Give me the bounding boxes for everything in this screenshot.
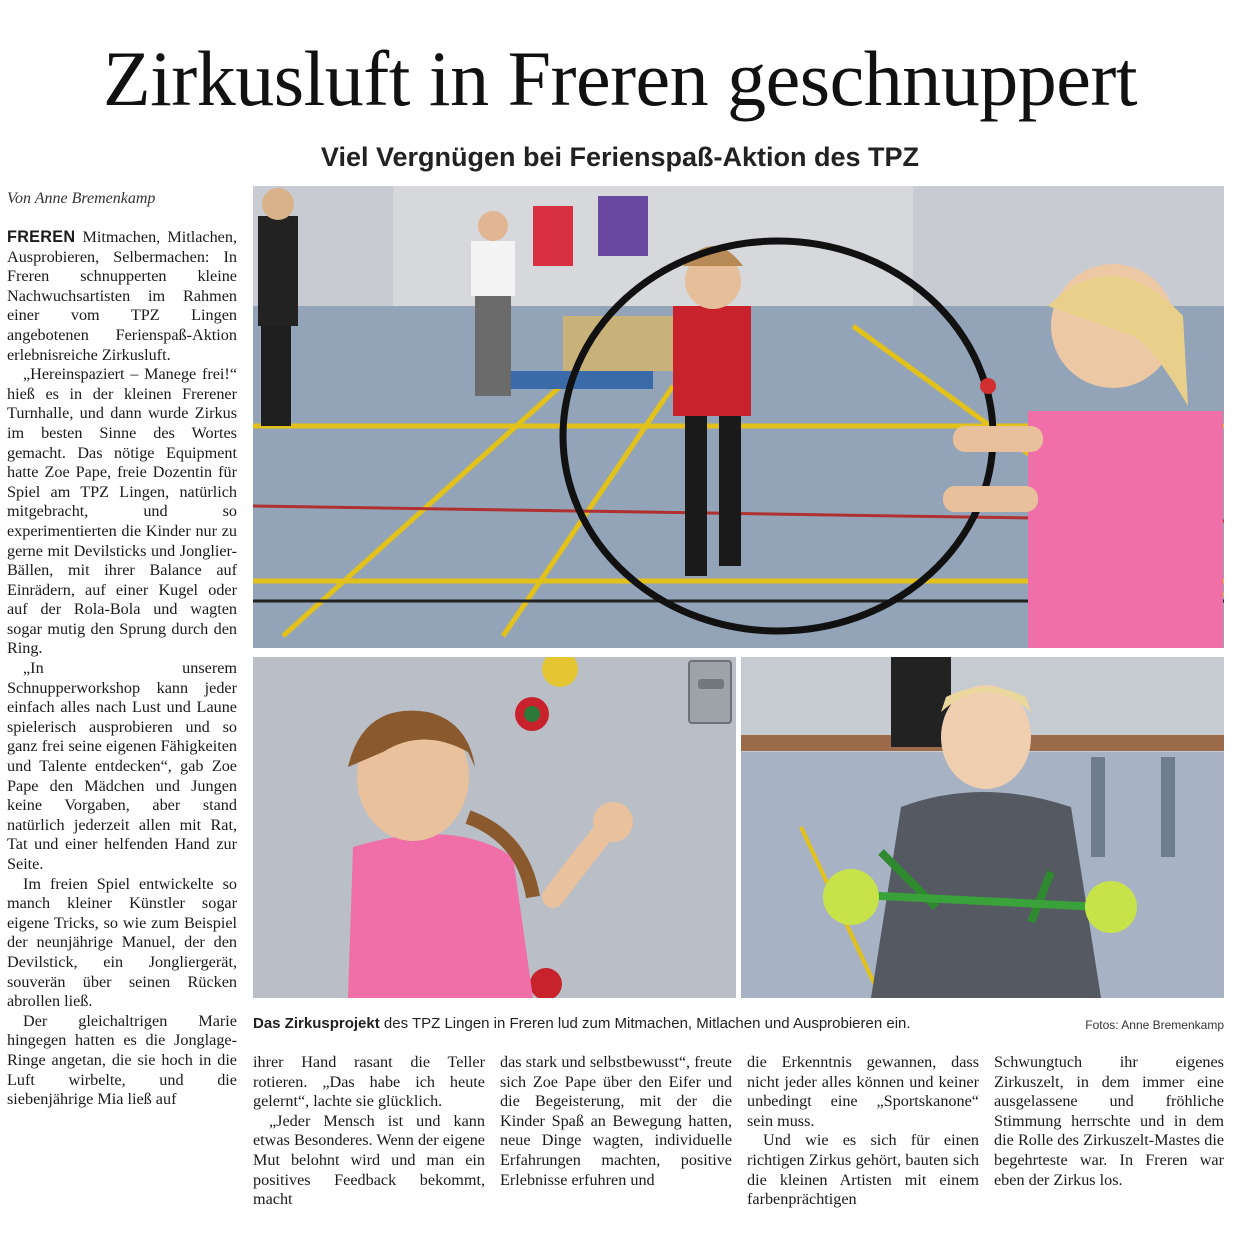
- paragraph: „In unserem Schnupperworkshop kann jeder einfach alles nach Lust und Laune spielerisch ausprobieren und so ganz frei seine eigenen Fähigkeiten und Talente entdecken“, gab Zoe Pape den Mädchen und Jungen keine Vorgaben, aber stand natürlich jederzeit allen mit Rat, Tat und einer helfenden Hand zur Seite.: [7, 659, 237, 873]
- article-column-5: [994, 1053, 1224, 1190]
- main-photo: [253, 186, 1224, 648]
- paragraph: Im freien Spiel entwickelte so manch kleiner Künstler sogar eigene Tricks, so wie zum Beispiel der neunjährige Manuel, der den Devilstick, ein Jongliergerät, souverän über seinen Rücken abrollen ließ.: [7, 874, 237, 1011]
- paragraph: „Jeder Mensch ist und kann etwas Besonderes. Wenn der eigene Mut belohnt wird und man ein positives Feedback bekommt, macht: [253, 1111, 485, 1209]
- paragraph: das stark und selbstbewusst“, freute sich Zoe Pape über den Eifer und die Begeisterung, mit der die Kinder Spaß an Bewegung hatten, neue Dinge wagten, individuelle Erfahrungen machten, positive Erlebnisse erfuhren und: [500, 1053, 732, 1189]
- paragraph: die Erkenntnis gewannen, dass nicht jeder alles können und keiner unbedingt eine „Sportskanone“ sein muss.: [747, 1053, 979, 1130]
- devilstick-photo: [741, 657, 1224, 998]
- paragraph: Der gleichaltrigen Marie hingegen hatten es die Jonglage-Ringe angetan, die sie hoch in die Luft wirbelte, und die siebenjährige Mia ließ auf: [7, 1011, 237, 1109]
- article-column-1: [7, 228, 237, 1110]
- photo-caption: [253, 1015, 911, 1032]
- article-column-3: [500, 1053, 732, 1190]
- devilstick-photo-image: [741, 657, 1224, 998]
- caption-text: des TPZ Lingen in Freren lud zum Mitmachen, Mitlachen und Ausprobieren ein.: [379, 1015, 911, 1032]
- photo-credit: Fotos: Anne Bremenkamp: [1085, 1018, 1224, 1032]
- byline: Von Anne Bremenkamp: [7, 190, 156, 207]
- main-photo-image: [253, 186, 1224, 648]
- caption-lead: Das Zirkusprojekt: [253, 1015, 380, 1032]
- juggling-photo-image: [253, 657, 736, 998]
- article-headline: Zirkusluft in Freren geschnuppert: [102, 35, 1138, 122]
- article-column-2: [253, 1053, 485, 1210]
- paragraph: Schwungtuch ihr eigenes Zirkuszelt, in dem immer eine ausgelassene und fröhliche Stimmung herrschte und in dem die Rolle des Zirkuszelt-Mastes die begehrteste war. In Freren war eben der Zirkus los.: [994, 1053, 1224, 1189]
- juggling-photo: [253, 657, 736, 998]
- article-column-4: [747, 1053, 979, 1210]
- paragraph: Und wie es sich für einen richtigen Zirkus gehört, bauten sich die kleinen Artisten mit einem farbenprächtigen: [747, 1131, 979, 1209]
- paragraph: „Hereinspaziert – Manege frei!“ hieß es in der kleinen Frerener Turnhalle, und dann wurde Zirkus im besten Sinne des Wortes gemacht. Das nötige Equipment hatte Zoe Pape, freie Dozentin für Spiel am TPZ Lingen, natürlich mitgebracht, und so experimentierten die Kinder nur zu gerne mit Devilsticks und Jonglier-Bällen, mit ihrer Balance auf Einrädern, auf einer Kugel oder auf der Rola-Bola und wagten sogar mutig den Sprung durch den Ring.: [7, 365, 237, 658]
- article-subheadline: Viel Vergnügen bei Ferienspaß-Aktion des TPZ: [320, 142, 920, 172]
- dateline: FREREN: [7, 228, 76, 246]
- paragraph: FREREN Mitmachen, Mitlachen, Ausprobieren, Selbermachen: In Freren schnupperten kleine Nachwuchsartisten im Rahmen einer vom TPZ Lingen angebotenen Ferienspaß-Aktion erlebnisreiche Zirkusluft.: [7, 228, 237, 364]
- paragraph: ihrer Hand rasant die Teller rotieren. „Das habe ich heute gelernt“, lachte sie glücklich.: [253, 1053, 485, 1111]
